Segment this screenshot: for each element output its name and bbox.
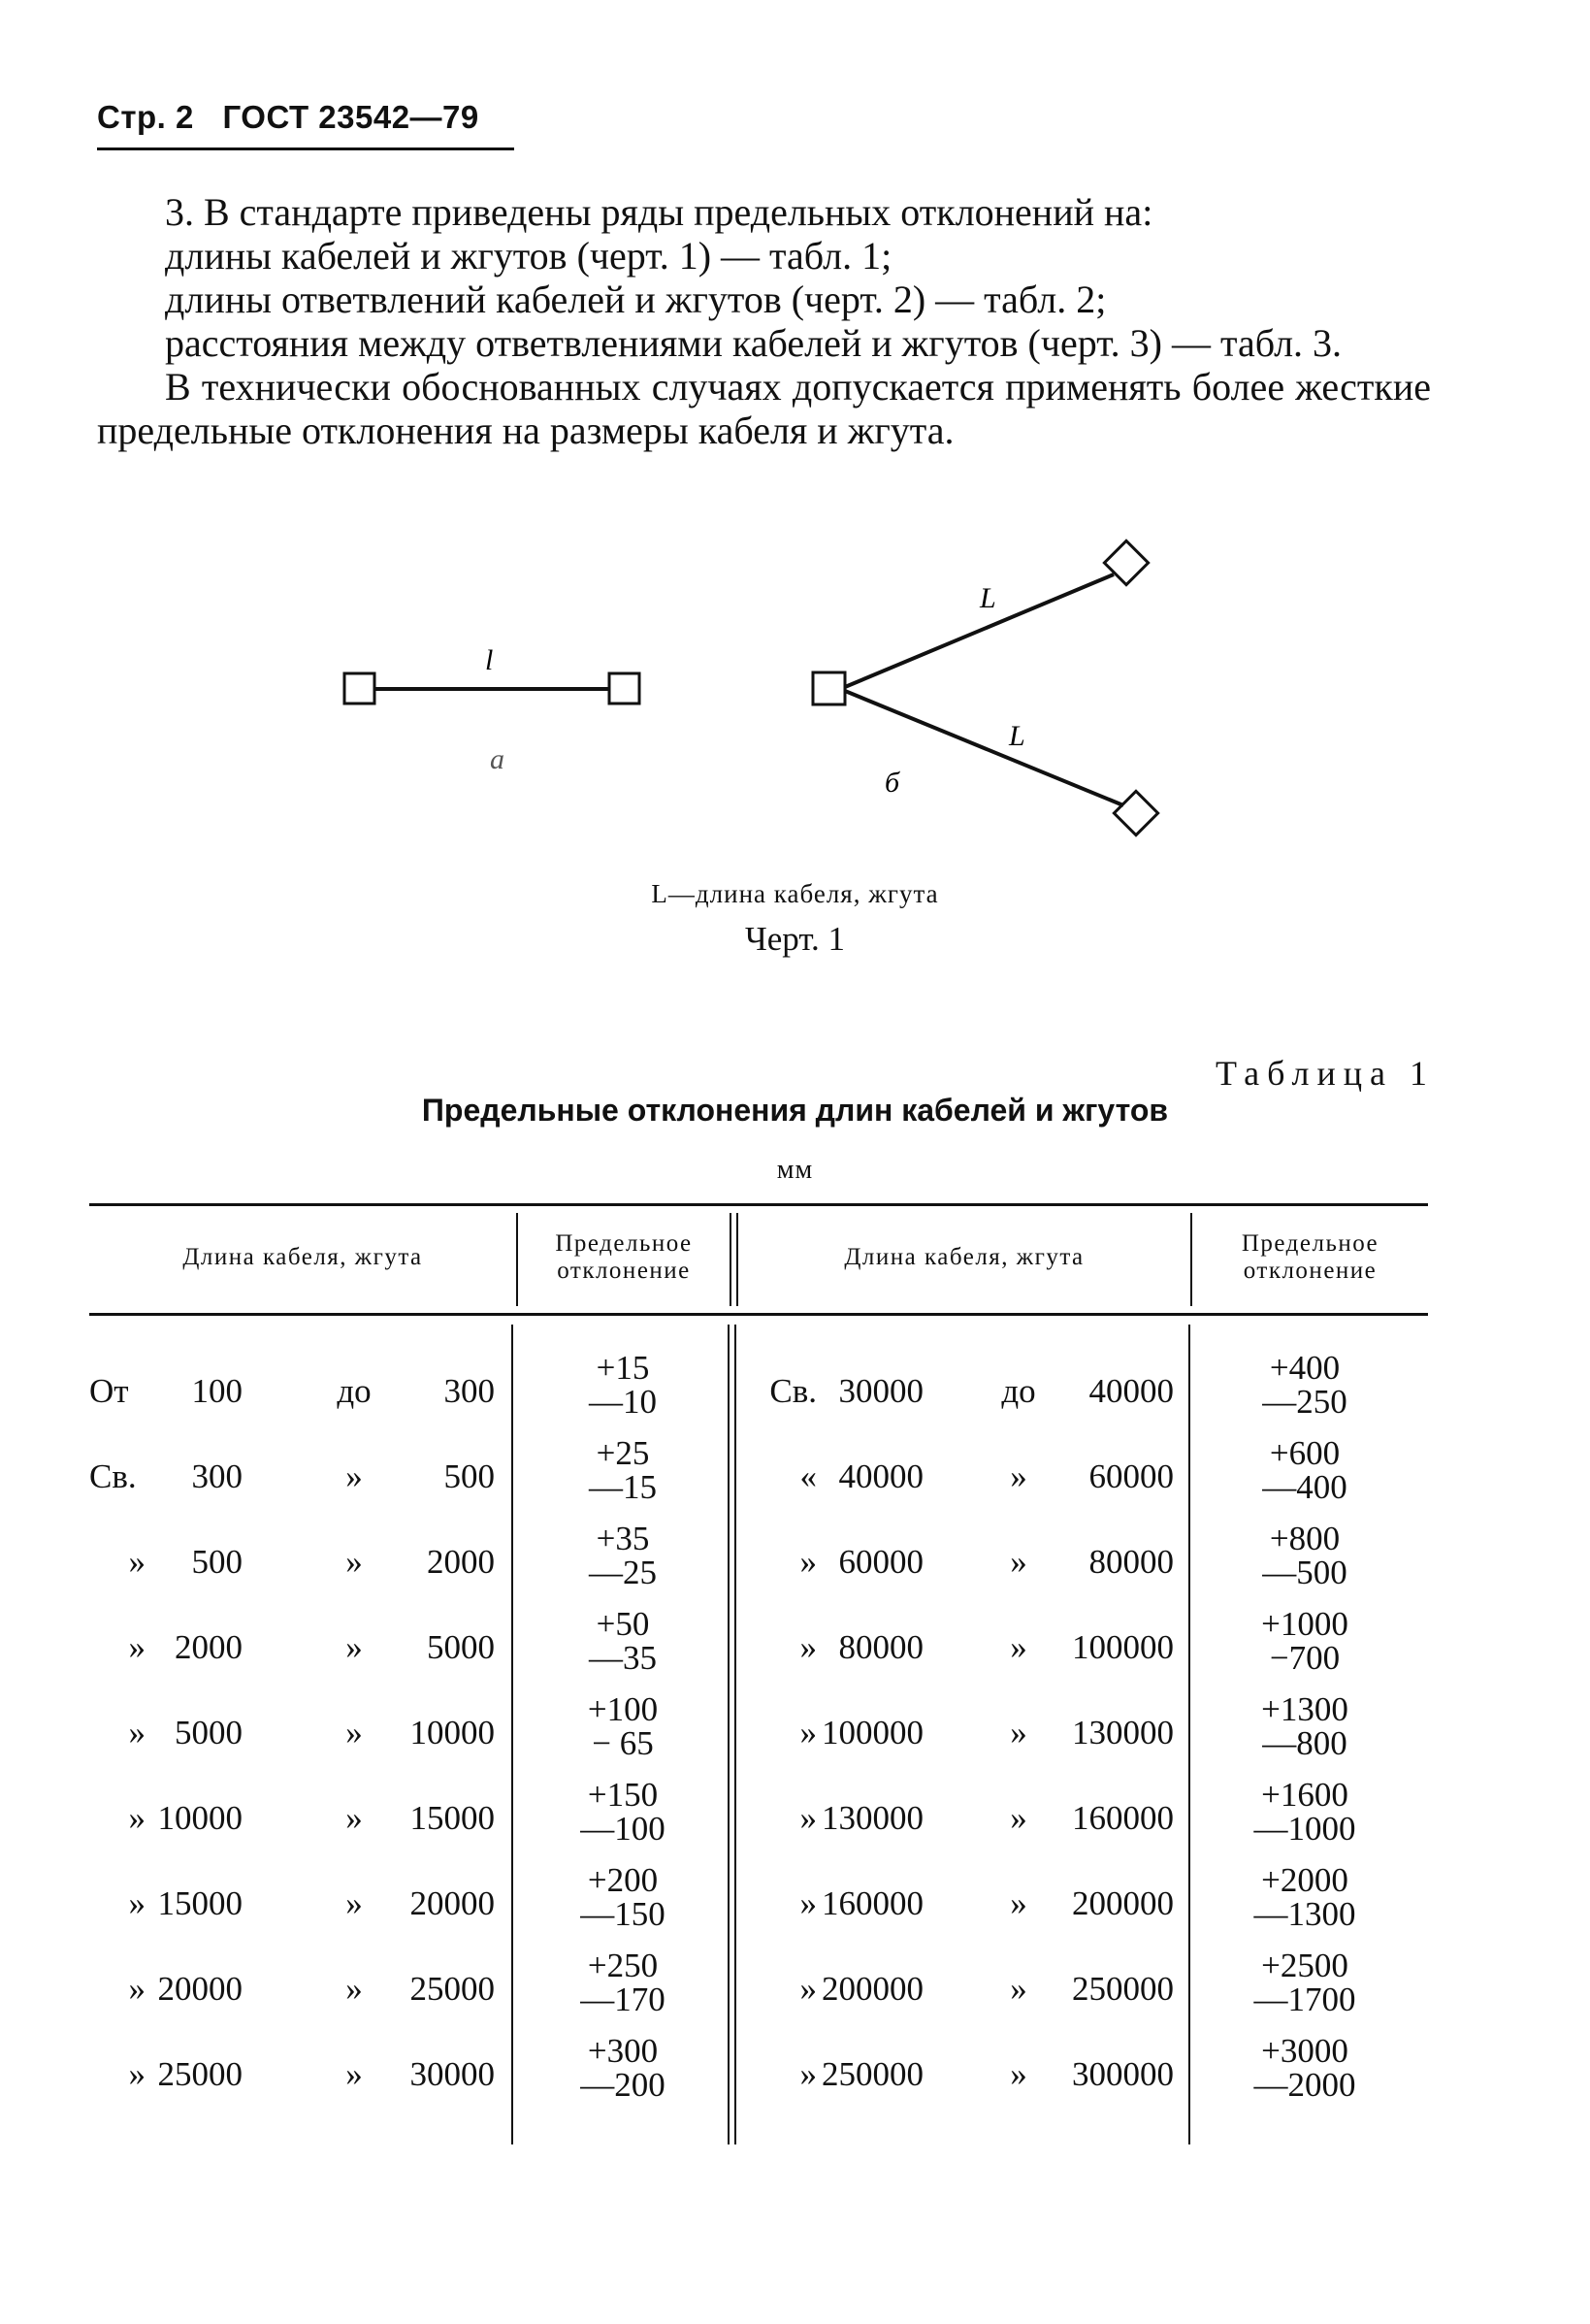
length-to: 15000 <box>409 1799 495 1837</box>
length-from: 200000 <box>822 1970 924 2008</box>
length-separator: » <box>1010 1543 1027 1581</box>
deviation-plus: +50 <box>596 1605 650 1643</box>
length-from: 10000 <box>157 1799 243 1837</box>
figure-legend: L—длина кабеля, жгута <box>651 879 939 908</box>
length-separator: до <box>337 1372 372 1410</box>
deviation-cell <box>1247 1522 1363 1589</box>
drawing-a <box>344 644 639 775</box>
table-title: Предельные отклонения длин кабелей и жгутов <box>421 1093 1169 1128</box>
deviation-minus: —2000 <box>1253 2066 1356 2104</box>
deviation-minus: —100 <box>580 1810 665 1848</box>
deviation-plus: +800 <box>1269 1520 1341 1557</box>
length-prefix: » <box>128 1970 146 2008</box>
deviation-plus: +1000 <box>1261 1605 1348 1643</box>
length-separator: » <box>1010 1970 1027 2008</box>
deviation-plus: +100 <box>587 1690 659 1728</box>
deviation-plus: +1600 <box>1261 1776 1348 1814</box>
length-separator: » <box>1010 1457 1027 1495</box>
length-to: 30000 <box>409 2055 495 2093</box>
length-from: 100 <box>191 1372 243 1410</box>
length-prefix: » <box>128 1543 146 1581</box>
length-from: 25000 <box>157 2055 243 2093</box>
deviation-cell <box>1247 1863 1363 1931</box>
length-separator: » <box>1010 1714 1027 1751</box>
header-deviation-right-line2: отклонение <box>1243 1258 1378 1284</box>
deviation-cell <box>1247 1607 1363 1675</box>
deviation-plus: +2500 <box>1261 1947 1348 1984</box>
deviation-plus: +200 <box>587 1861 659 1899</box>
drawing-b <box>813 540 1158 835</box>
length-separator: » <box>345 1884 363 1922</box>
length-separator: » <box>345 1543 363 1581</box>
length-separator: » <box>345 1970 363 2008</box>
deviation-minus: —800 <box>1262 1724 1347 1762</box>
table-row <box>0 1692 1590 1778</box>
table-row <box>0 1948 1590 2034</box>
drawing-1 <box>0 524 1590 893</box>
length-separator: » <box>345 1457 363 1495</box>
length-to: 80000 <box>1088 1543 1174 1581</box>
standard-number: ГОСТ 23542—79 <box>222 99 479 135</box>
deviation-minus: —1700 <box>1253 1980 1356 2018</box>
deviation-cell <box>1247 1436 1363 1504</box>
length-prefix: » <box>128 1714 146 1751</box>
length-from: 160000 <box>822 1884 924 1922</box>
length-to: 5000 <box>427 1628 495 1666</box>
deviation-minus: —25 <box>589 1554 657 1591</box>
deviation-cell <box>574 1692 671 1760</box>
length-to: 130000 <box>1072 1714 1174 1751</box>
length-label-b-lower: L <box>1009 720 1025 752</box>
length-from: 300 <box>191 1457 243 1495</box>
length-prefix: » <box>799 1628 817 1666</box>
paragraph-table-3-ref: расстояния между ответвлениями кабелей и жгутов (черт. 3) — табл. 3. <box>165 321 1343 365</box>
paragraph-stricter-deviations: В технически обоснованных случаях допускается применять более жесткие предельные отклонения на размеры кабеля и жгута. <box>97 365 1431 452</box>
deviation-cell <box>574 1351 671 1419</box>
deviation-minus: —170 <box>580 1980 665 2018</box>
length-to: 10000 <box>409 1714 495 1751</box>
length-from: 80000 <box>838 1628 924 1666</box>
table-row <box>0 1778 1590 1863</box>
length-separator: » <box>345 1714 363 1751</box>
table-row <box>0 1351 1590 1436</box>
length-to: 20000 <box>409 1884 495 1922</box>
deviation-plus: +250 <box>587 1947 659 1984</box>
table-number: Таблица 1 <box>1216 1054 1435 1093</box>
deviation-cell <box>574 2034 671 2102</box>
body-text <box>97 190 1431 452</box>
deviation-cell <box>1247 1351 1363 1419</box>
deviation-cell <box>574 1607 671 1675</box>
length-to: 100000 <box>1072 1628 1174 1666</box>
length-separator: » <box>1010 1799 1027 1837</box>
length-from: 250000 <box>822 2055 924 2093</box>
length-from: 2000 <box>175 1628 243 1666</box>
header-deviation-left <box>518 1230 730 1285</box>
length-prefix: » <box>799 1543 817 1581</box>
deviation-plus: +400 <box>1269 1349 1341 1387</box>
header-divider-2a <box>730 1213 731 1306</box>
deviation-minus: —15 <box>589 1468 657 1506</box>
deviation-plus: +150 <box>587 1776 659 1814</box>
header-deviation-right <box>1192 1230 1428 1285</box>
deviation-minus: − 65 <box>592 1724 654 1762</box>
length-to: 250000 <box>1072 1970 1174 2008</box>
deviation-plus: +3000 <box>1261 2032 1348 2070</box>
length-to: 40000 <box>1088 1372 1174 1410</box>
connector-right <box>609 673 639 704</box>
header-deviation-left-line1: Предельное <box>555 1230 693 1257</box>
header-rule <box>97 147 514 150</box>
deviation-minus: —1000 <box>1253 1810 1356 1848</box>
deviation-cell <box>574 1863 671 1931</box>
length-to: 200000 <box>1072 1884 1174 1922</box>
figure-caption: Черт. 1 <box>745 920 845 958</box>
length-prefix: » <box>799 2055 817 2093</box>
connector-left <box>344 673 374 704</box>
length-prefix: » <box>128 2055 146 2093</box>
header-length-right: Длина кабеля, жгута <box>844 1244 1085 1270</box>
length-from: 60000 <box>838 1543 924 1581</box>
deviation-minus: —1300 <box>1253 1895 1356 1933</box>
length-separator: » <box>1010 1628 1027 1666</box>
length-to: 160000 <box>1072 1799 1174 1837</box>
connector-lower <box>1114 791 1157 835</box>
length-from: 5000 <box>175 1714 243 1751</box>
length-to: 60000 <box>1088 1457 1174 1495</box>
table-row <box>0 2034 1590 2119</box>
table-top-rule <box>89 1203 1428 1206</box>
length-separator: » <box>345 2055 363 2093</box>
header-deviation-right-line1: Предельное <box>1241 1230 1379 1257</box>
length-prefix: Св. <box>89 1457 137 1495</box>
deviation-minus: —500 <box>1262 1554 1347 1591</box>
length-to: 300 <box>443 1372 495 1410</box>
table-units: мм <box>776 1155 814 1185</box>
length-from: 100000 <box>822 1714 924 1751</box>
length-prefix: » <box>799 1799 817 1837</box>
deviation-minus: —150 <box>580 1895 665 1933</box>
length-to: 300000 <box>1072 2055 1174 2093</box>
deviation-cell <box>574 1522 671 1589</box>
deviation-plus: +600 <box>1269 1434 1341 1472</box>
paragraph-item-3: 3. В стандарте приведены ряды предельных отклонений на: <box>165 190 1153 234</box>
deviation-cell <box>1247 2034 1363 2102</box>
length-prefix: » <box>128 1799 146 1837</box>
length-label-b-upper: L <box>980 582 996 614</box>
length-prefix: » <box>128 1628 146 1666</box>
length-prefix: » <box>799 1714 817 1751</box>
deviation-minus: —10 <box>589 1383 657 1421</box>
length-prefix: » <box>799 1970 817 2008</box>
deviation-cell <box>1247 1778 1363 1846</box>
length-prefix: » <box>799 1884 817 1922</box>
page-header <box>97 99 479 136</box>
length-from: 500 <box>191 1543 243 1581</box>
sub-label-b: б <box>885 767 900 799</box>
length-separator: до <box>1001 1372 1036 1410</box>
paragraph-table-2-ref: длины ответвлений кабелей и жгутов (черт. 2) — табл. 2; <box>165 278 1107 321</box>
deviation-minus: −700 <box>1269 1639 1341 1677</box>
deviation-minus: —200 <box>580 2066 665 2104</box>
length-to: 500 <box>443 1457 495 1495</box>
header-deviation-left-line2: отклонение <box>557 1258 691 1284</box>
deviation-plus: +25 <box>596 1434 650 1472</box>
length-from: 15000 <box>157 1884 243 1922</box>
page-number: Стр. 2 <box>97 99 194 135</box>
length-from: 40000 <box>838 1457 924 1495</box>
deviation-plus: +300 <box>587 2032 659 2070</box>
length-prefix: Св. <box>769 1372 817 1410</box>
deviation-minus: —250 <box>1262 1383 1347 1421</box>
length-to: 2000 <box>427 1543 495 1581</box>
table-header-rule <box>89 1313 1428 1316</box>
deviation-minus: —35 <box>589 1639 657 1677</box>
table-row <box>0 1522 1590 1607</box>
length-separator: » <box>1010 1884 1027 1922</box>
deviation-plus: +1300 <box>1261 1690 1348 1728</box>
table-row <box>0 1436 1590 1522</box>
length-from: 20000 <box>157 1970 243 2008</box>
length-prefix: » <box>128 1884 146 1922</box>
connector-upper <box>1104 540 1148 584</box>
deviation-cell <box>574 1778 671 1846</box>
deviation-plus: +15 <box>596 1349 650 1387</box>
paragraph-table-1-ref: длины кабелей и жгутов (черт. 1) — табл. 1; <box>165 234 892 278</box>
connector-hub <box>813 672 845 704</box>
deviation-minus: —400 <box>1262 1468 1347 1506</box>
length-prefix: От <box>89 1372 129 1410</box>
deviation-plus: +35 <box>596 1520 650 1557</box>
length-separator: » <box>345 1799 363 1837</box>
length-separator: » <box>345 1628 363 1666</box>
deviation-cell <box>1247 1692 1363 1760</box>
header-length-left: Длина кабеля, жгута <box>182 1244 423 1270</box>
deviation-cell <box>1247 1948 1363 2016</box>
deviation-plus: +2000 <box>1261 1861 1348 1899</box>
table-row <box>0 1863 1590 1948</box>
table-row <box>0 1607 1590 1692</box>
length-separator: » <box>1010 2055 1027 2093</box>
length-from: 30000 <box>838 1372 924 1410</box>
deviation-cell <box>574 1948 671 2016</box>
length-label-a: l <box>485 644 494 676</box>
deviation-cell <box>574 1436 671 1504</box>
sub-label-a: а <box>490 743 504 775</box>
length-to: 25000 <box>409 1970 495 2008</box>
length-from: 130000 <box>822 1799 924 1837</box>
length-prefix: « <box>799 1457 817 1495</box>
